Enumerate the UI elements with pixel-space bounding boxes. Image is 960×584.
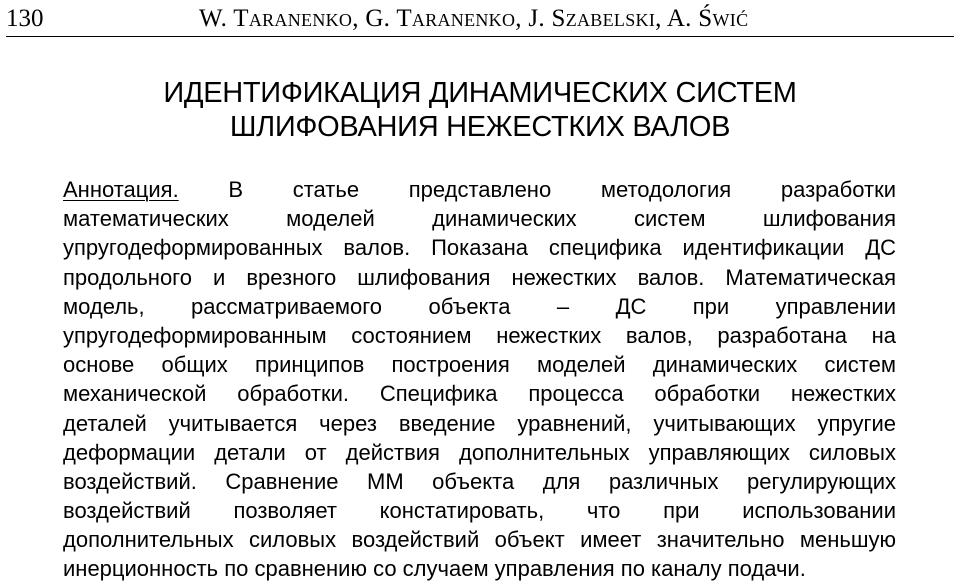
- abstract-line: воздействий позволяет констатировать, что при использовании: [63, 498, 896, 524]
- abstract-line: воздействий. Сравнение ММ объекта для различных регулирующих: [63, 468, 896, 494]
- abstract-line: основе общих принципов построения моделей динамических систем: [63, 352, 896, 378]
- abstract-line: упругодеформированных валов. Показана специфика идентификации ДС: [63, 235, 896, 261]
- abstract-line: инерционность по сравнению со случаем управления по каналу подачи.: [63, 556, 806, 582]
- abstract-line: упругодеформированным состоянием нежестких валов, разработана на: [63, 322, 896, 348]
- author-names: W. Taranenko, G. Taranenko, J. Szabelski, A. Świć: [199, 5, 749, 32]
- title-line-2: ШЛИФОВАНИЯ НЕЖЕСТКИХ ВАЛОВ: [229, 111, 731, 143]
- running-header: [6, 4, 954, 37]
- abstract-line: модель, рассматриваемого объекта – ДС при управлении: [63, 293, 896, 319]
- page-number: 130: [6, 5, 44, 32]
- abstract-line: математических моделей динамических систем шлифования: [63, 206, 896, 232]
- abstract-line: деталей учитывается через введение уравнений, учитывающих упругие: [63, 410, 896, 436]
- abstract-paragraph: [63, 175, 896, 584]
- abstract-line: деформации детали от действия дополнительных управляющих силовых: [63, 439, 896, 465]
- abstract-label: Аннотация.: [63, 177, 179, 202]
- article-title: [0, 76, 960, 144]
- abstract-line: продольного и врезного шлифования нежестких валов. Математическая: [63, 264, 896, 290]
- abstract-line: дополнительных силовых воздействий объект имеет значительно меньшую: [63, 527, 896, 553]
- abstract-line-text: В статье представлено методология разработки: [178, 177, 896, 202]
- title-line-1: ИДЕНТИФИКАЦИЯ ДИНАМИЧЕСКИХ СИСТЕМ: [163, 77, 797, 109]
- abstract-line: механической обработки. Специфика процесса обработки нежестких: [63, 381, 896, 407]
- abstract-line: [63, 175, 896, 204]
